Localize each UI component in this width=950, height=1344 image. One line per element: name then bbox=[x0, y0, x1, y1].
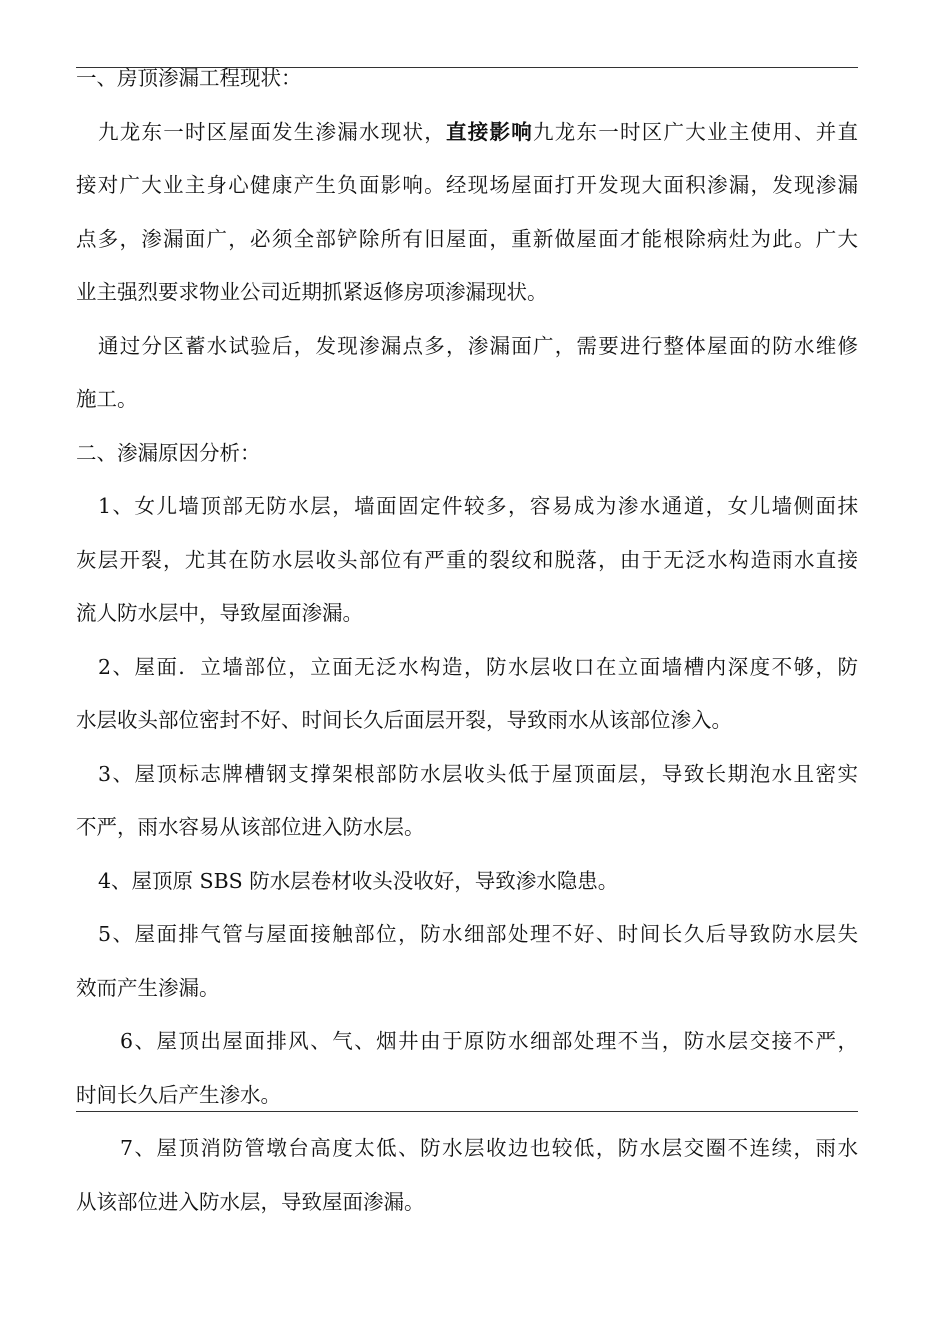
cause-item-1: 1、女儿墙顶部无防水层，墙面固定件较多，容易成为渗水通道，女儿墙侧面抹 bbox=[98, 494, 858, 518]
cause-item-5: 5、屋面排气管与屋面接触部位，防水细部处理不好、时间长久后导致防水层失 bbox=[98, 922, 858, 946]
cause-item-7: 7、屋顶消防管墩台高度太低、防水层收边也较低，防水层交圈不连续，雨水 bbox=[120, 1136, 858, 1160]
paragraph-status-line: 业主强烈要求物业公司近期抓紧返修房项渗漏现状。 bbox=[76, 280, 548, 304]
cause-item-3: 不严，雨水容易从该部位进入防水层。 bbox=[76, 815, 425, 839]
cause-item-1: 流人防水层中，导致屋面渗漏。 bbox=[76, 601, 363, 625]
paragraph-test-line: 施工。 bbox=[76, 387, 138, 411]
section-heading-causes: 二、渗漏原因分析： bbox=[76, 440, 261, 465]
cause-item-5: 效而产生渗漏。 bbox=[76, 975, 220, 1000]
cause-item-1: 灰层开裂，尤其在防水层收头部位有严重的裂纹和脱落，由于无泛水构造雨水直接 bbox=[76, 547, 858, 572]
cause-item-6: 6、屋顶出屋面排风、气、烟井由于原防水细部处理不当，防水层交接不严， bbox=[120, 1029, 858, 1053]
cause-item-2: 2、屋面．立墙部位，立面无泛水构造，防水层收口在立面墙槽内深度不够，防 bbox=[98, 654, 858, 679]
cause-item-6: 时间长久后产生渗水。 bbox=[76, 1082, 281, 1107]
paragraph-test-line: 通过分区蓄水试验后，发现渗漏点多，渗漏面广，需要进行整体屋面的防水维修 bbox=[98, 333, 858, 358]
section-heading-status: 一、房顶渗漏工程现状： bbox=[76, 66, 302, 90]
page-break-rule bbox=[76, 1111, 858, 1112]
paragraph-status-line: 点多，渗漏面广，必须全部铲除所有旧屋面，重新做屋面才能根除病灶为此。广大 bbox=[76, 226, 858, 251]
emphasis-text: 直接影响 bbox=[446, 119, 533, 144]
paragraph-status-line: 接对广大业主身心健康产生负面影响。经现场屋面打开发现大面积渗漏，发现渗漏 bbox=[76, 173, 858, 197]
cause-item-4: 4、屋顶原 SBS 防水层卷材收头没收好，导致渗水隐患。 bbox=[98, 868, 619, 893]
paragraph-status-line: 九龙东一时区屋面发生渗漏水现状，直接影响九龙东一时区广大业主使用、并直 bbox=[98, 119, 858, 144]
cause-item-2: 水层收头部位密封不好、时间长久后面层开裂，导致雨水从该部位渗入。 bbox=[76, 708, 732, 732]
cause-item-3: 3、屋顶标志牌槽钢支撑架根部防水层收头低于屋顶面层，导致长期泡水且密实 bbox=[98, 761, 858, 786]
cause-item-7: 从该部位进入防水层，导致屋面渗漏。 bbox=[76, 1189, 425, 1214]
document-body bbox=[76, 52, 858, 1229]
